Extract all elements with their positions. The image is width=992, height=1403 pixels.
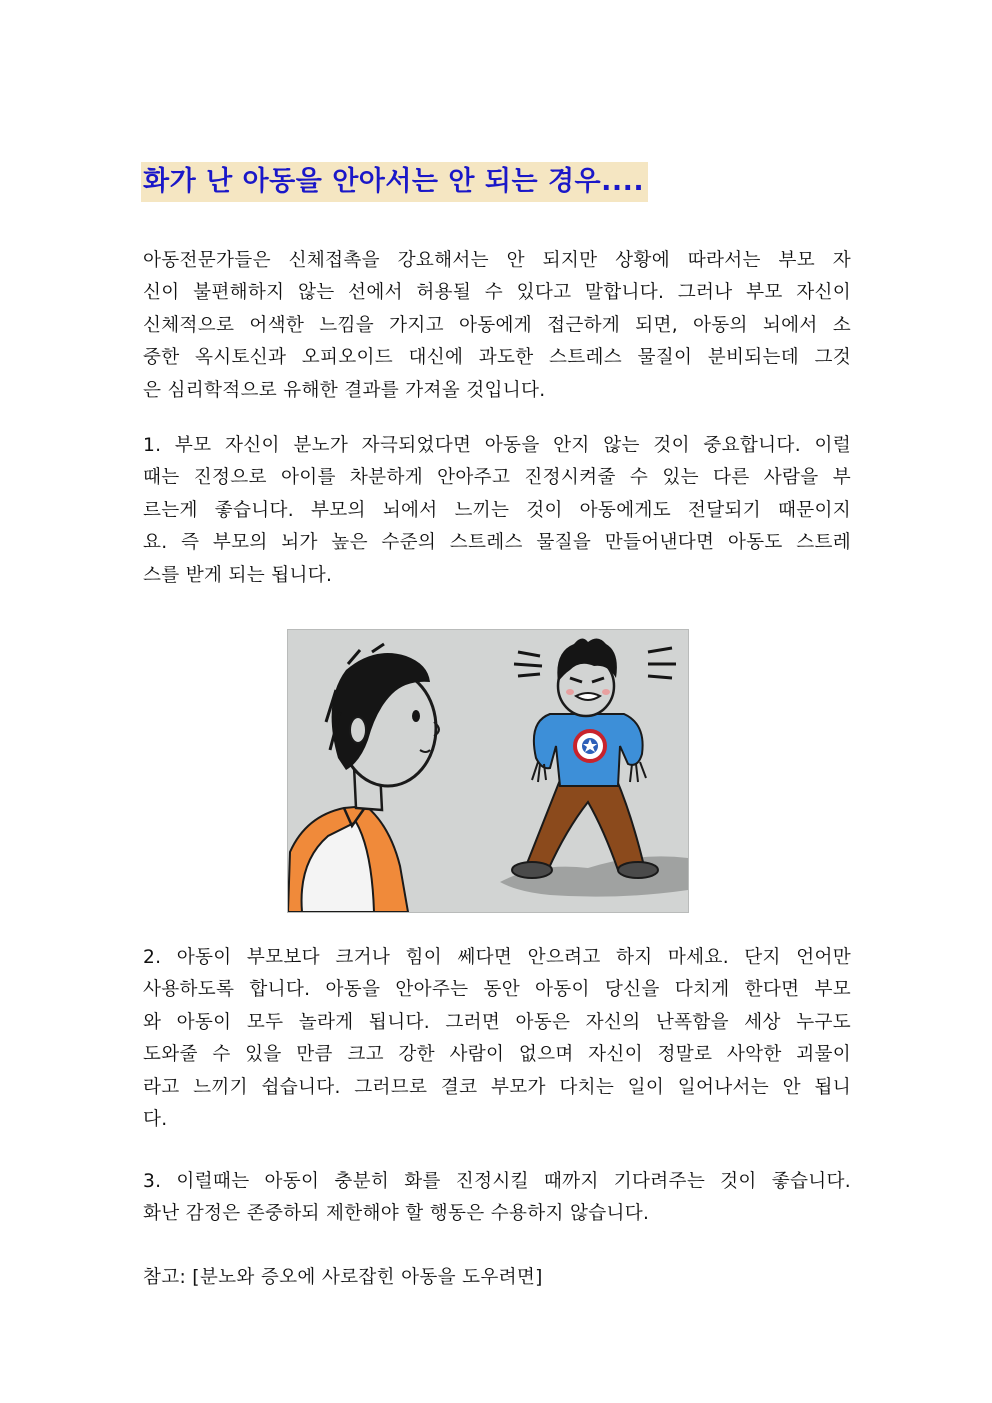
text-line: 1. 부모 자신이 분노가 자극되었다면 아동을 안지 않는 것이 중요합니다. 이럴 xyxy=(143,435,851,456)
text-line: 은 심리학적으로 유해한 결과를 가져올 것입니다. xyxy=(143,379,546,401)
text-line: 르는게 좋습니다. 부모의 뇌에서 느끼는 것이 아동에게도 전달되기 때문이지 xyxy=(143,499,851,521)
point-1-paragraph xyxy=(143,430,851,592)
text-line: 신이 불편해하지 않는 선에서 허용될 수 있다고 말합니다. 그러나 부모 자신이 xyxy=(143,282,851,304)
text-line: 중한 옥시토신과 오피오이드 대신에 과도한 스트레스 물질이 분비되는데 그것 xyxy=(143,347,851,369)
text-line: 스를 받게 되는 됩니다. xyxy=(143,564,333,586)
angry-steam-left xyxy=(514,652,542,676)
text-line: 3. 이럴때는 아동이 충분히 화를 진정시킬 때까지 기다려주는 것이 좋습니다. xyxy=(143,1171,851,1192)
text-line: 때는 진정으로 아이를 차분하게 안아주고 진정시켜줄 수 있는 다른 사람을 부 xyxy=(143,467,851,489)
intro-paragraph xyxy=(143,245,851,407)
illustration-angry-child xyxy=(287,629,689,913)
reference-note xyxy=(143,1262,851,1294)
child-shoe-left xyxy=(512,862,552,878)
text-line: 와 아동이 모두 놀라게 됩니다. 그러면 아동은 자신의 난폭함을 세상 누구도 xyxy=(143,1011,851,1033)
text-line: 2. 아동이 부모보다 크거나 힘이 쎄다면 안으려고 하지 마세요. 단지 언어만 xyxy=(143,947,851,968)
point-3-paragraph xyxy=(143,1166,851,1231)
text-line: 신체적으로 어색한 느낌을 가지고 아동에게 접근하게 되면, 아동의 뇌에서 소 xyxy=(143,314,851,336)
child-mouth xyxy=(576,693,600,700)
point-2-paragraph xyxy=(143,942,851,1136)
child-hand-left xyxy=(532,762,546,782)
text-line: 화난 감정은 존중하되 제한해야 할 행동은 수용하지 않습니다. xyxy=(143,1203,650,1225)
child-hand-right xyxy=(630,762,646,782)
text-line: 아동전문가들은 신체접촉을 강요해서는 안 되지만 상황에 따라서는 부모 자 xyxy=(143,250,851,271)
parent-eye xyxy=(412,710,420,722)
child-shoe-right xyxy=(618,862,658,878)
text-line: 사용하도록 합니다. 아동을 안아주는 동안 아동이 당신을 다치게 한다면 부모 xyxy=(143,979,851,1001)
page-title: 화가 난 아동을 안아서는 안 되는 경우.... xyxy=(141,162,648,202)
child-pants xyxy=(526,778,644,870)
text-line: 참고: [분노와 증오에 사로잡힌 아동을 도우려면] xyxy=(143,1267,543,1288)
text-line: 도와줄 수 있을 만큼 크고 강한 사람이 없으며 자신이 정말로 사악한 괴물이 xyxy=(143,1044,851,1066)
text-line: 다. xyxy=(143,1109,168,1131)
angry-steam-right xyxy=(648,648,676,678)
text-line: 요. 즉 부모의 뇌가 높은 수준의 스트레스 물질을 만들어낸다면 아동도 스트레 xyxy=(143,532,851,554)
text-line: 라고 느끼기 쉽습니다. 그러므로 결코 부모가 다치는 일이 일어나서는 안 됩니 xyxy=(143,1076,851,1098)
